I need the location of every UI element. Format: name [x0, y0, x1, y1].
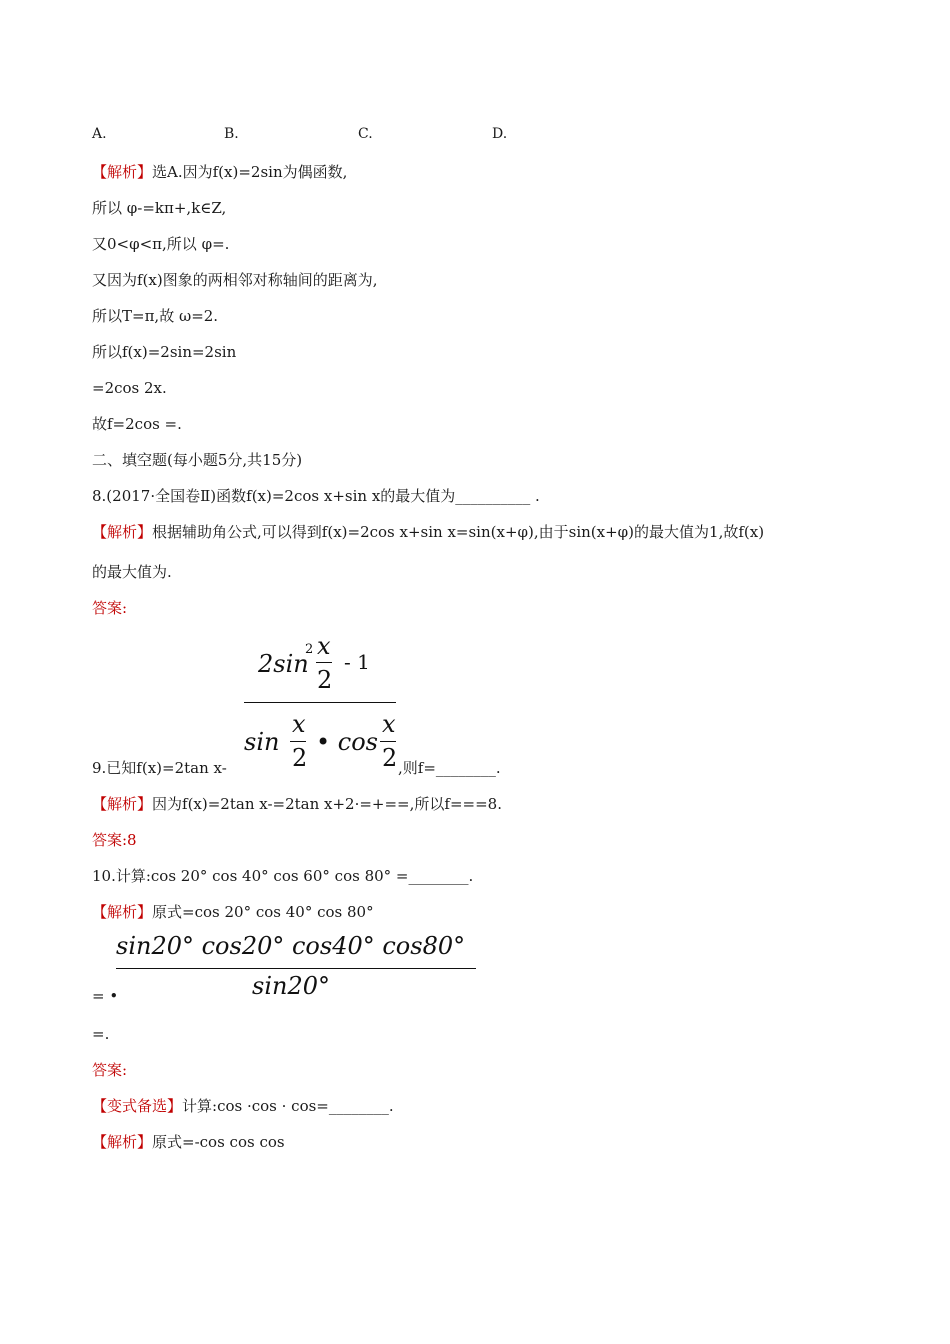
q9-answer: 答案:8: [92, 831, 137, 849]
q9-num-exponent: 2: [305, 642, 314, 657]
q9-solution: 【解析】因为f(x)=2tan x-=2tan x+2·=+==,所以f===8.: [92, 795, 502, 813]
q9-den-sin: sin: [244, 728, 280, 756]
q9-num-2: 2: [317, 666, 333, 694]
q7-solution-line-2: 所以 φ-=kπ+,k∈Z,: [92, 199, 227, 217]
q9-num-inner-bar: [316, 662, 332, 663]
analysis-tag: 【解析】: [92, 903, 153, 921]
q10-solution-line-1: 【解析】原式=cos 20° cos 40° cos 80°: [92, 903, 374, 921]
q8-question: 8.(2017·全国卷Ⅱ)函数f(x)=2cos x+sin x的最大值为__________ .: [92, 487, 540, 505]
q10-equals-end: =.: [92, 1025, 110, 1043]
q10-fraction-denominator: sin20°: [252, 972, 330, 1000]
q9-num-2sin: 2sin: [258, 650, 309, 678]
q9-question-prefix: 9.已知f(x)=2tan x-: [92, 759, 227, 777]
variant-tag: 【变式备选】: [92, 1097, 183, 1115]
q9-den-inner-bar-1: [290, 741, 306, 742]
section-title: 二、填空题(每小题5分,共15分): [92, 451, 303, 469]
option-a: A.: [92, 126, 107, 142]
q9-den-x1: x: [292, 710, 306, 738]
q10-fraction-bar: [116, 968, 476, 969]
option-b: B.: [224, 126, 239, 142]
variant-question: 【变式备选】计算:cos ·cos · cos=________.: [92, 1097, 394, 1115]
q7-solution-line-8: 故f=2cos =.: [92, 415, 182, 433]
analysis-tag: 【解析】: [92, 795, 153, 813]
q10-fraction-numerator: sin20° cos20° cos40° cos80°: [116, 932, 466, 960]
q9-fraction-bar: [244, 702, 396, 703]
q7-solution-line-6: 所以f(x)=2sin=2sin: [92, 343, 237, 361]
option-d: D.: [492, 126, 508, 142]
q9-den-inner-bar-2: [380, 741, 396, 742]
q7-solution-line-7: =2cos 2x.: [92, 379, 167, 397]
option-c: C.: [358, 126, 373, 142]
q8-solution-line-2: 的最大值为.: [92, 563, 172, 581]
q7-solution-line-3: 又0<φ<π,所以 φ=.: [92, 235, 230, 253]
q8-solution-line-1: 【解析】根据辅助角公式,可以得到f(x)=2cos x+sin x=sin(x+φ),由于sin(x+φ)的最大值为1,故f(x): [92, 523, 765, 541]
q9-den-dot-cos: • cos: [316, 728, 378, 756]
q9-den-x2: x: [382, 710, 396, 738]
variant-solution: 【解析】原式=-cos cos cos: [92, 1133, 285, 1151]
q10-answer: 答案:: [92, 1061, 128, 1079]
q7-solution-line-1: 【解析】选A.因为f(x)=2sin为偶函数,: [92, 163, 348, 181]
q9-den-2-1: 2: [292, 744, 308, 772]
analysis-tag: 【解析】: [92, 523, 153, 541]
q7-solution-line-5: 所以T=π,故 ω=2.: [92, 307, 219, 325]
q9-num-minus-one: - 1: [344, 650, 370, 674]
q10-equals-dot: = •: [92, 987, 119, 1005]
q7-solution-line-4: 又因为f(x)图象的两相邻对称轴间的距离为,: [92, 271, 378, 289]
analysis-tag: 【解析】: [92, 1133, 153, 1151]
q9-num-x: x: [317, 632, 331, 660]
q9-den-2-2: 2: [382, 744, 398, 772]
q8-answer: 答案:: [92, 599, 128, 617]
q9-question-suffix: ,则f=________.: [398, 759, 501, 777]
q10-question: 10.计算:cos 20° cos 40° cos 60° cos 80° =________.: [92, 867, 474, 885]
analysis-tag: 【解析】: [92, 163, 153, 181]
